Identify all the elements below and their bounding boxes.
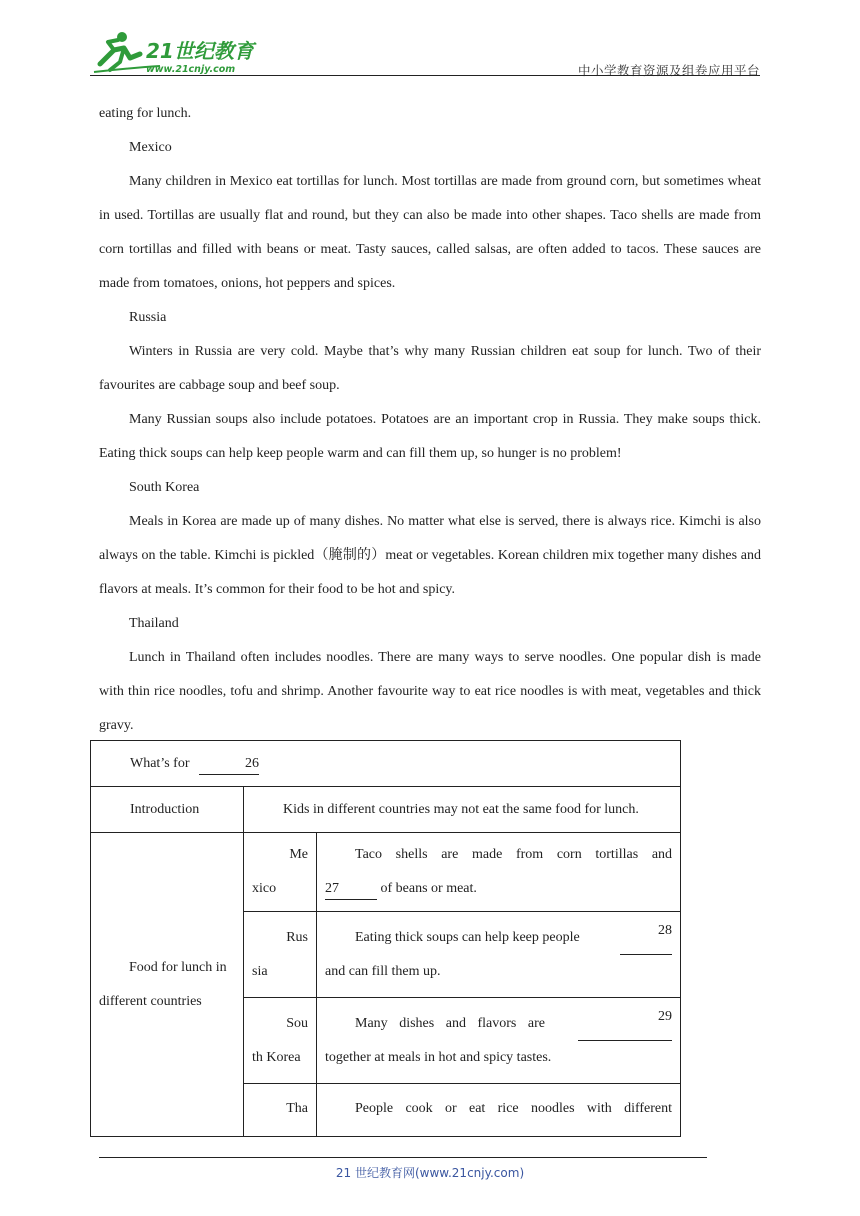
answer-blank-29[interactable]: 29 <box>578 1007 672 1041</box>
table-title: What’s for <box>130 755 190 771</box>
table-title-cell <box>91 741 681 787</box>
description-text: together at meals in hot and spicy tastes. <box>325 1049 552 1065</box>
country-name-part: Me <box>289 847 308 862</box>
table-row <box>91 741 681 787</box>
paragraph: Winters in Russia are very cold. Maybe that’s why many Russian children eat soup for lunch. Two of their favourites are cabbage soup and beef soup. <box>99 344 761 393</box>
page-header <box>90 28 760 76</box>
description-cell-mexico <box>317 833 681 912</box>
description-cell-thailand <box>317 1084 681 1137</box>
paragraph: Lunch in Thailand often includes noodles. There are many ways to serve noodles. One popular dish is made with thin rice noodles, tofu and shrimp. Another favourite way to eat rice noodles is with meat, vegetables and thick gravy. <box>99 650 761 733</box>
description-text: of beans or meat. <box>380 881 477 896</box>
food-label-cell: Food for lunch in different countries <box>91 833 244 1137</box>
description-text: Many dishes and flavors are <box>355 1015 545 1031</box>
country-cell-thailand <box>244 1084 317 1137</box>
section-heading-thailand: Thailand <box>129 616 179 631</box>
footer-text[interactable]: 21 世纪教育网(www.21cnjy.com) <box>335 1166 525 1180</box>
description-text: People cook or eat rice noodles with different <box>355 1101 673 1116</box>
intro-text-cell: Kids in different countries may not eat the same food for lunch. <box>244 787 681 833</box>
header-divider <box>90 75 760 76</box>
paragraph: Many Russian soups also include potatoes. Potatoes are an important crop in Russia. They make soups thick. Eating thick soups can help keep people warm and can fill them up, so hunger is no problem! <box>99 412 761 461</box>
table-row <box>91 833 681 912</box>
article-body <box>99 97 761 743</box>
country-cell-south-korea <box>244 998 317 1084</box>
section-heading-mexico: Mexico <box>129 140 172 155</box>
description-text: Eating thick soups can help keep people <box>355 929 580 945</box>
runner-logo-icon <box>90 28 260 76</box>
country-name-part: Tha <box>286 1101 308 1116</box>
country-cell-mexico <box>244 833 317 912</box>
paragraph: Many children in Mexico eat tortillas for lunch. Most tortillas are made from ground corn, but sometimes wheat in used. Tortillas are usually flat and round, but they can also be made into other shapes. Taco shells are made from corn tortillas and filled with beans or meat. Tasty sauces, called salsas, are often added to tacos. These sauces are made from tomatoes, onions, hot peppers and spices. <box>99 174 761 291</box>
country-name-part: sia <box>252 963 268 979</box>
country-name-part: xico <box>252 881 277 896</box>
paragraph: eating for lunch. <box>99 106 192 121</box>
answer-blank-27[interactable]: 27 <box>325 879 377 900</box>
description-text-line <box>325 872 672 906</box>
description-cell-russia <box>317 912 681 998</box>
country-name-part: th Korea <box>252 1049 301 1065</box>
platform-name: 中小学教育资源及组卷应用平台 <box>577 63 760 78</box>
description-text: and can fill them up. <box>325 963 441 979</box>
footer-divider <box>99 1157 707 1158</box>
logo-url-text: www.21cnjy.com <box>146 64 236 75</box>
answer-blank-26[interactable]: 26 <box>199 754 259 775</box>
summary-table <box>90 740 681 1137</box>
country-cell-russia <box>244 912 317 998</box>
description-text-line <box>325 921 672 955</box>
logo-text: 21世纪教育 <box>146 39 254 63</box>
section-heading-south-korea: South Korea <box>129 480 200 495</box>
country-name-part: Sou <box>286 1015 308 1031</box>
description-text: Taco shells are made from corn tortillas and <box>355 847 673 862</box>
description-text-line <box>325 1007 672 1041</box>
table-row <box>91 787 681 833</box>
description-cell-south-korea <box>317 998 681 1084</box>
site-logo[interactable] <box>90 28 260 76</box>
intro-label-cell: Introduction <box>91 787 244 833</box>
country-name-part: Rus <box>286 929 308 945</box>
paragraph: Meals in Korea are made up of many dishes. No matter what else is served, there is always rice. Kimchi is also always on the table. Kimchi is pickled（腌制的）meat or vegetables. Korean children mix together many dishes and flavors at meals. It’s common for their food to be hot and spicy. <box>99 514 761 597</box>
section-heading-russia: Russia <box>129 310 167 325</box>
answer-blank-28[interactable]: 28 <box>620 921 672 955</box>
